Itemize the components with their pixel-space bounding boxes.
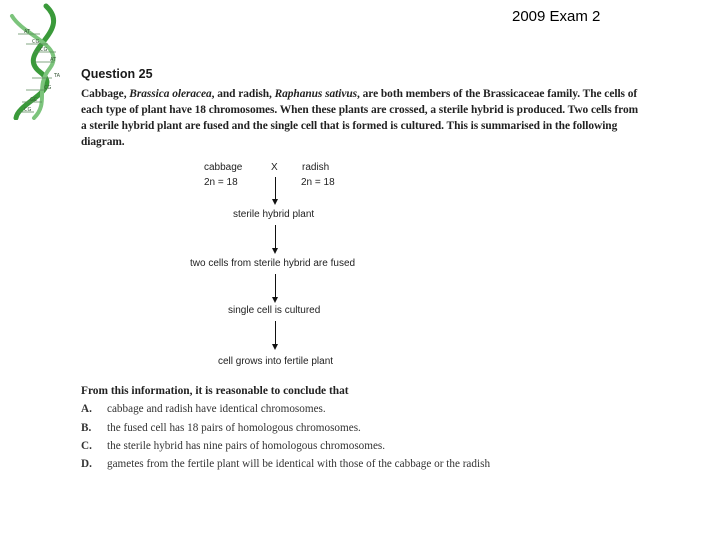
cross-symbol: X [271, 162, 278, 173]
option-letter: D. [81, 458, 92, 470]
paragraph-text: , and radish, [211, 88, 275, 100]
question-prompt: From this information, it is reasonable to conclude that [81, 385, 349, 397]
arrow-line [275, 321, 276, 345]
dna-pair-label: CG [44, 85, 52, 91]
option-letter: B. [81, 422, 92, 434]
paragraph-text: Cabbage, [81, 88, 130, 100]
species-name: Brassica oleracea [129, 88, 212, 100]
dna-pair-label: AT [24, 29, 31, 35]
step-3-label: single cell is cultured [228, 305, 321, 316]
parent-2-chromosomes: 2n = 18 [301, 177, 335, 188]
arrow-line [275, 177, 276, 200]
dna-pair-label: AT [50, 57, 57, 63]
dna-pair-label: CG [24, 107, 32, 113]
parent-2-label: radish [302, 162, 330, 173]
step-1-label: sterile hybrid plant [233, 209, 315, 220]
dna-helix-icon [4, 2, 74, 120]
arrow-down-icon [272, 344, 278, 350]
dna-pair-label: TA [54, 73, 61, 79]
arrow-down-icon [272, 297, 278, 303]
dna-pair-label: GC [30, 97, 38, 103]
option-letter: A. [81, 403, 92, 415]
arrow-line [275, 225, 276, 249]
dna-pair-label: CG [32, 39, 40, 45]
arrow-line [275, 274, 276, 298]
dna-pair-label: CG [40, 47, 48, 53]
option-text: the fused cell has 18 pairs of homologous chromosomes. [107, 422, 361, 434]
page-title: 2009 Exam 2 [512, 8, 601, 25]
option-letter: C. [81, 440, 92, 452]
question-title: Question 25 [81, 67, 153, 81]
arrow-down-icon [272, 199, 278, 205]
parent-1-chromosomes: 2n = 18 [204, 177, 238, 188]
parent-1-label: cabbage [204, 162, 243, 173]
option-text: the sterile hybrid has nine pairs of homologous chromosomes. [107, 440, 386, 452]
arrow-down-icon [272, 248, 278, 254]
step-4-label: cell grows into fertile plant [218, 356, 334, 367]
paragraph-text: , are both members of the Brassicaceae family. The cells of each type of plant have 18 chromosomes. When these plants are crossed, a sterile hybrid is produced. Two cells from a sterile hybrid plant are fused and the single cell that is formed is cultured. This is summarised in the following diagram. [81, 88, 639, 148]
question-paragraph [81, 86, 641, 150]
option-text: cabbage and radish have identical chromosomes. [107, 403, 326, 415]
step-2-label: two cells from sterile hybrid are fused [190, 258, 356, 269]
species-name: Raphanus sativus [274, 88, 358, 100]
option-text: gametes from the fertile plant will be identical with those of the cabbage or the radish [107, 458, 491, 470]
